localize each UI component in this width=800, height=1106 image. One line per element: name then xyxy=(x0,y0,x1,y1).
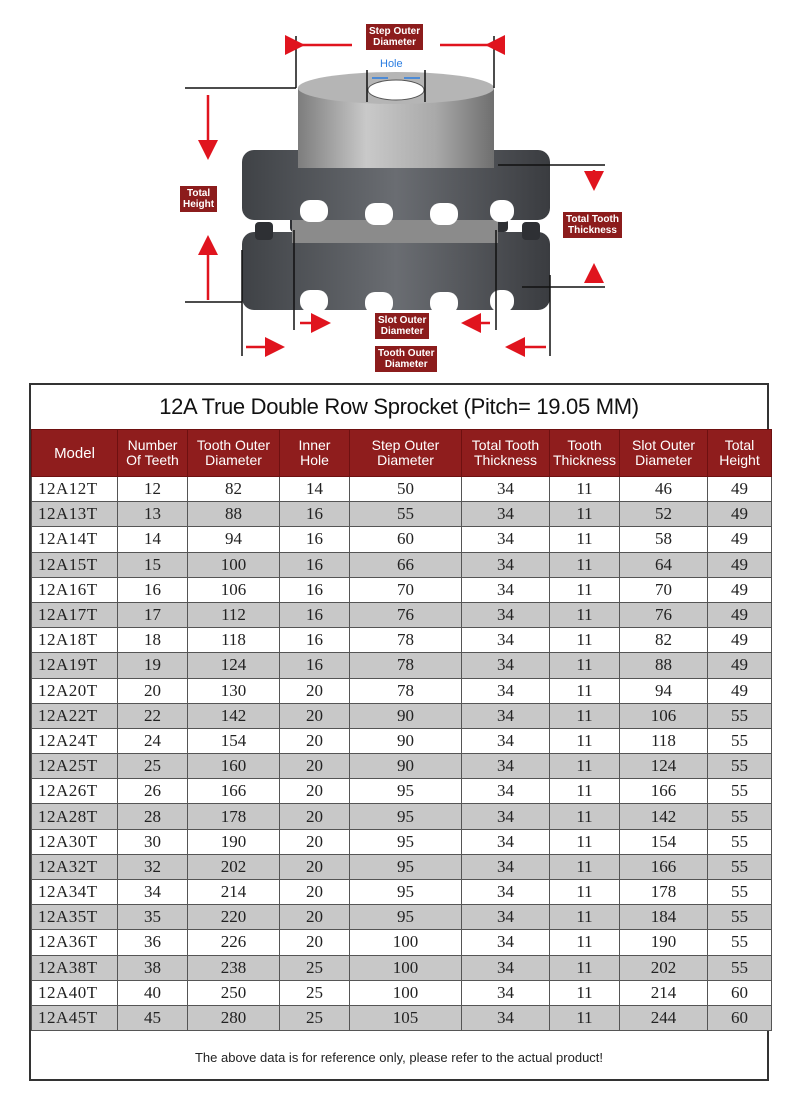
model-cell: 12A16T xyxy=(32,577,118,602)
table-cell: 12 xyxy=(118,477,188,502)
table-cell: 70 xyxy=(620,577,708,602)
table-row xyxy=(32,754,772,779)
table-cell: 250 xyxy=(188,980,280,1005)
table-cell: 16 xyxy=(280,527,350,552)
table-row xyxy=(32,653,772,678)
table-cell: 11 xyxy=(550,804,620,829)
table-cell: 30 xyxy=(118,829,188,854)
table-cell: 13 xyxy=(118,502,188,527)
table-cell: 11 xyxy=(550,703,620,728)
table-cell: 220 xyxy=(188,905,280,930)
label-hole: Hole xyxy=(380,58,403,70)
table-cell: 20 xyxy=(280,930,350,955)
table-cell: 280 xyxy=(188,1005,280,1030)
table-cell: 20 xyxy=(280,678,350,703)
table-cell: 20 xyxy=(280,905,350,930)
table-cell: 11 xyxy=(550,955,620,980)
table-cell: 32 xyxy=(118,854,188,879)
table-cell: 95 xyxy=(350,829,462,854)
table-cell: 19 xyxy=(118,653,188,678)
model-cell: 12A30T xyxy=(32,829,118,854)
table-cell: 25 xyxy=(280,980,350,1005)
column-header: Number Of Teeth xyxy=(118,430,188,477)
table-cell: 25 xyxy=(118,754,188,779)
table-cell: 154 xyxy=(620,829,708,854)
table-cell: 60 xyxy=(708,980,772,1005)
table-cell: 78 xyxy=(350,628,462,653)
table-cell: 20 xyxy=(280,854,350,879)
model-cell: 12A20T xyxy=(32,678,118,703)
table-cell: 11 xyxy=(550,552,620,577)
table-cell: 11 xyxy=(550,754,620,779)
table-cell: 34 xyxy=(462,527,550,552)
table-cell: 49 xyxy=(708,628,772,653)
table-cell: 20 xyxy=(280,728,350,753)
table-row xyxy=(32,829,772,854)
sprocket-diagram xyxy=(0,0,800,380)
table-cell: 94 xyxy=(620,678,708,703)
table-cell: 112 xyxy=(188,602,280,627)
table-cell: 20 xyxy=(280,703,350,728)
table-cell: 34 xyxy=(462,653,550,678)
label-total-tooth-thickness: Total Tooth Thickness xyxy=(563,212,622,238)
label-tooth-outer-diameter: Tooth Outer Diameter xyxy=(375,346,437,372)
table-cell: 95 xyxy=(350,804,462,829)
table-cell: 106 xyxy=(620,703,708,728)
table-cell: 100 xyxy=(188,552,280,577)
table-cell: 55 xyxy=(708,880,772,905)
model-cell: 12A28T xyxy=(32,804,118,829)
table-row xyxy=(32,577,772,602)
table-cell: 49 xyxy=(708,527,772,552)
table-cell: 16 xyxy=(280,577,350,602)
model-cell: 12A32T xyxy=(32,854,118,879)
table-cell: 25 xyxy=(280,1005,350,1030)
table-cell: 190 xyxy=(620,930,708,955)
table-cell: 82 xyxy=(620,628,708,653)
model-cell: 12A12T xyxy=(32,477,118,502)
table-cell: 26 xyxy=(118,779,188,804)
column-header: Slot Outer Diameter xyxy=(620,430,708,477)
table-cell: 60 xyxy=(350,527,462,552)
table-row xyxy=(32,477,772,502)
table-cell: 95 xyxy=(350,905,462,930)
model-cell: 12A35T xyxy=(32,905,118,930)
table-cell: 15 xyxy=(118,552,188,577)
table-cell: 94 xyxy=(188,527,280,552)
model-cell: 12A19T xyxy=(32,653,118,678)
table-cell: 18 xyxy=(118,628,188,653)
model-cell: 12A17T xyxy=(32,602,118,627)
table-cell: 34 xyxy=(462,1005,550,1030)
table-cell: 178 xyxy=(620,880,708,905)
table-row xyxy=(32,1005,772,1030)
table-cell: 11 xyxy=(550,477,620,502)
table-cell: 16 xyxy=(280,552,350,577)
table-cell: 226 xyxy=(188,930,280,955)
table-cell: 16 xyxy=(280,502,350,527)
table-cell: 78 xyxy=(350,653,462,678)
table-cell: 70 xyxy=(350,577,462,602)
table-cell: 36 xyxy=(118,930,188,955)
table-row xyxy=(32,854,772,879)
table-header-row xyxy=(32,430,772,477)
table-cell: 11 xyxy=(550,1005,620,1030)
table-cell: 190 xyxy=(188,829,280,854)
table-cell: 24 xyxy=(118,728,188,753)
table-row xyxy=(32,678,772,703)
table-cell: 34 xyxy=(462,628,550,653)
table-cell: 95 xyxy=(350,880,462,905)
table-cell: 160 xyxy=(188,754,280,779)
table-row xyxy=(32,502,772,527)
table-cell: 20 xyxy=(280,880,350,905)
table-cell: 11 xyxy=(550,678,620,703)
table-cell: 55 xyxy=(708,905,772,930)
table-cell: 11 xyxy=(550,628,620,653)
model-cell: 12A14T xyxy=(32,527,118,552)
table-cell: 11 xyxy=(550,728,620,753)
table-cell: 34 xyxy=(462,829,550,854)
table-cell: 55 xyxy=(708,728,772,753)
table-cell: 55 xyxy=(708,955,772,980)
table-cell: 154 xyxy=(188,728,280,753)
model-cell: 12A26T xyxy=(32,779,118,804)
table-cell: 11 xyxy=(550,829,620,854)
table-cell: 11 xyxy=(550,905,620,930)
table-cell: 166 xyxy=(620,854,708,879)
table-cell: 11 xyxy=(550,880,620,905)
column-header: Tooth Thickness xyxy=(550,430,620,477)
table-cell: 49 xyxy=(708,577,772,602)
label-step-outer-diameter: Step Outer Diameter xyxy=(366,24,423,50)
column-header: Step Outer Diameter xyxy=(350,430,462,477)
table-cell: 49 xyxy=(708,602,772,627)
table-cell: 55 xyxy=(708,703,772,728)
table-cell: 34 xyxy=(462,703,550,728)
table-cell: 22 xyxy=(118,703,188,728)
table-cell: 55 xyxy=(708,854,772,879)
table-cell: 16 xyxy=(280,653,350,678)
table-cell: 20 xyxy=(280,779,350,804)
table-cell: 16 xyxy=(280,602,350,627)
table-cell: 25 xyxy=(280,955,350,980)
table-cell: 20 xyxy=(280,829,350,854)
table-cell: 11 xyxy=(550,854,620,879)
table-cell: 55 xyxy=(708,779,772,804)
model-cell: 12A34T xyxy=(32,880,118,905)
table-row xyxy=(32,930,772,955)
table-cell: 20 xyxy=(280,754,350,779)
column-header: Total Height xyxy=(708,430,772,477)
table-cell: 34 xyxy=(462,804,550,829)
table-cell: 49 xyxy=(708,653,772,678)
table-cell: 28 xyxy=(118,804,188,829)
table-cell: 124 xyxy=(620,754,708,779)
table-row xyxy=(32,602,772,627)
model-cell: 12A22T xyxy=(32,703,118,728)
table-cell: 55 xyxy=(350,502,462,527)
table-cell: 184 xyxy=(620,905,708,930)
label-total-height: Total Height xyxy=(180,186,217,212)
table-cell: 11 xyxy=(550,653,620,678)
table-cell: 34 xyxy=(118,880,188,905)
table-cell: 60 xyxy=(708,1005,772,1030)
model-cell: 12A13T xyxy=(32,502,118,527)
model-cell: 12A18T xyxy=(32,628,118,653)
table-cell: 49 xyxy=(708,477,772,502)
column-header: Inner Hole xyxy=(280,430,350,477)
table-cell: 106 xyxy=(188,577,280,602)
spec-table-panel xyxy=(29,383,769,1081)
table-cell: 55 xyxy=(708,804,772,829)
table-cell: 214 xyxy=(188,880,280,905)
table-row xyxy=(32,527,772,552)
table-row xyxy=(32,703,772,728)
table-cell: 202 xyxy=(188,854,280,879)
table-cell: 40 xyxy=(118,980,188,1005)
table-row xyxy=(32,728,772,753)
model-cell: 12A15T xyxy=(32,552,118,577)
table-cell: 11 xyxy=(550,930,620,955)
table-cell: 105 xyxy=(350,1005,462,1030)
table-cell: 64 xyxy=(620,552,708,577)
table-cell: 76 xyxy=(620,602,708,627)
table-cell: 34 xyxy=(462,880,550,905)
spec-table xyxy=(31,429,772,1031)
table-cell: 16 xyxy=(118,577,188,602)
table-row xyxy=(32,628,772,653)
table-cell: 34 xyxy=(462,955,550,980)
table-cell: 118 xyxy=(620,728,708,753)
table-cell: 88 xyxy=(620,653,708,678)
table-cell: 45 xyxy=(118,1005,188,1030)
column-header: Total Tooth Thickness xyxy=(462,430,550,477)
table-cell: 46 xyxy=(620,477,708,502)
table-cell: 14 xyxy=(280,477,350,502)
hub xyxy=(298,72,494,168)
table-cell: 58 xyxy=(620,527,708,552)
table-cell: 34 xyxy=(462,602,550,627)
model-cell: 12A38T xyxy=(32,955,118,980)
table-cell: 34 xyxy=(462,678,550,703)
table-cell: 142 xyxy=(620,804,708,829)
table-cell: 55 xyxy=(708,930,772,955)
label-slot-outer-diameter: Slot Outer Diameter xyxy=(375,313,429,339)
table-cell: 178 xyxy=(188,804,280,829)
column-header: Tooth Outer Diameter xyxy=(188,430,280,477)
table-cell: 142 xyxy=(188,703,280,728)
table-cell: 11 xyxy=(550,779,620,804)
table-cell: 52 xyxy=(620,502,708,527)
table-row xyxy=(32,980,772,1005)
table-cell: 35 xyxy=(118,905,188,930)
model-cell: 12A24T xyxy=(32,728,118,753)
table-cell: 11 xyxy=(550,502,620,527)
table-cell: 34 xyxy=(462,930,550,955)
table-cell: 34 xyxy=(462,728,550,753)
table-cell: 20 xyxy=(118,678,188,703)
table-cell: 82 xyxy=(188,477,280,502)
table-cell: 34 xyxy=(462,905,550,930)
table-cell: 16 xyxy=(280,628,350,653)
table-cell: 76 xyxy=(350,602,462,627)
table-row xyxy=(32,905,772,930)
table-cell: 34 xyxy=(462,477,550,502)
table-cell: 100 xyxy=(350,955,462,980)
model-cell: 12A40T xyxy=(32,980,118,1005)
table-cell: 11 xyxy=(550,980,620,1005)
table-cell: 11 xyxy=(550,577,620,602)
table-cell: 34 xyxy=(462,754,550,779)
table-cell: 100 xyxy=(350,930,462,955)
disclaimer-note: The above data is for reference only, please refer to the actual product! xyxy=(194,1050,604,1065)
table-cell: 244 xyxy=(620,1005,708,1030)
table-cell: 49 xyxy=(708,678,772,703)
table-cell: 49 xyxy=(708,552,772,577)
table-cell: 100 xyxy=(350,980,462,1005)
table-cell: 34 xyxy=(462,779,550,804)
table-cell: 34 xyxy=(462,502,550,527)
table-cell: 55 xyxy=(708,754,772,779)
table-cell: 202 xyxy=(620,955,708,980)
table-row xyxy=(32,955,772,980)
table-cell: 66 xyxy=(350,552,462,577)
table-cell: 95 xyxy=(350,854,462,879)
table-cell: 78 xyxy=(350,678,462,703)
table-cell: 214 xyxy=(620,980,708,1005)
model-cell: 12A36T xyxy=(32,930,118,955)
table-cell: 49 xyxy=(708,502,772,527)
table-cell: 166 xyxy=(188,779,280,804)
table-cell: 118 xyxy=(188,628,280,653)
table-cell: 34 xyxy=(462,980,550,1005)
table-cell: 238 xyxy=(188,955,280,980)
table-cell: 55 xyxy=(708,829,772,854)
table-cell: 88 xyxy=(188,502,280,527)
table-title: 12A True Double Row Sprocket (Pitch= 19.05 MM) xyxy=(159,394,639,419)
table-cell: 11 xyxy=(550,527,620,552)
table-cell: 14 xyxy=(118,527,188,552)
table-cell: 34 xyxy=(462,552,550,577)
table-cell: 38 xyxy=(118,955,188,980)
table-row xyxy=(32,804,772,829)
table-cell: 130 xyxy=(188,678,280,703)
table-cell: 11 xyxy=(550,602,620,627)
table-cell: 90 xyxy=(350,728,462,753)
table-cell: 34 xyxy=(462,577,550,602)
table-cell: 20 xyxy=(280,804,350,829)
table-row xyxy=(32,552,772,577)
table-cell: 50 xyxy=(350,477,462,502)
table-row xyxy=(32,880,772,905)
table-cell: 34 xyxy=(462,854,550,879)
column-header: Model xyxy=(32,430,118,477)
table-row xyxy=(32,779,772,804)
model-cell: 12A25T xyxy=(32,754,118,779)
table-cell: 124 xyxy=(188,653,280,678)
table-body xyxy=(32,477,772,1031)
table-cell: 90 xyxy=(350,703,462,728)
table-cell: 90 xyxy=(350,754,462,779)
table-cell: 95 xyxy=(350,779,462,804)
table-cell: 17 xyxy=(118,602,188,627)
model-cell: 12A45T xyxy=(32,1005,118,1030)
table-cell: 166 xyxy=(620,779,708,804)
